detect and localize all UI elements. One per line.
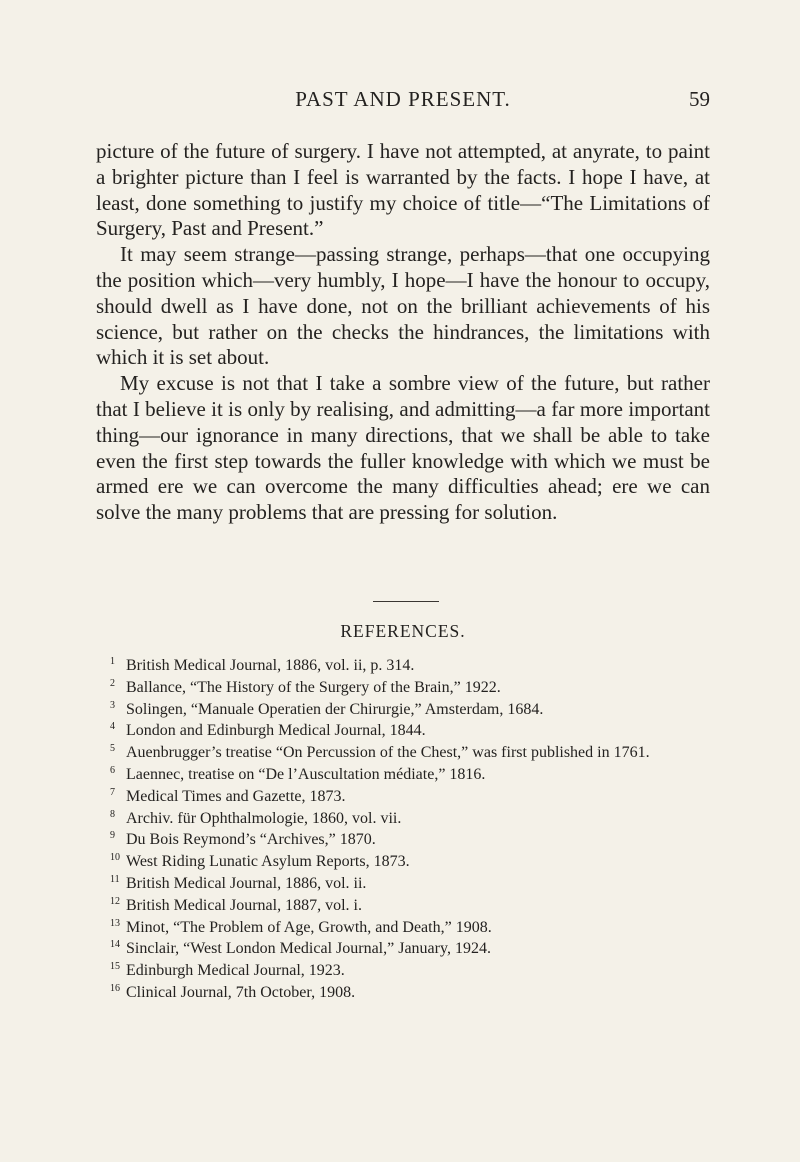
- reference-number: 12: [110, 895, 120, 907]
- reference-number: 10: [110, 852, 120, 864]
- reference-text: Medical Times and Gazette, 1873.: [126, 787, 346, 805]
- reference-number: 11: [110, 873, 120, 885]
- running-head: [96, 87, 710, 113]
- reference-item: [110, 938, 710, 960]
- paragraph: It may seem strange—passing strange, perhaps—that one occupying the position which—very humbly, I hope—I have the honour to occupy, should dwell as I have done, not on the brilliant achievements of his science, but rather on the checks the hindrances, the limitations with which it is set about.: [96, 242, 710, 370]
- reference-number: 15: [110, 961, 120, 973]
- reference-text: West Riding Lunatic Asylum Reports, 1873.: [126, 853, 410, 871]
- reference-number: 14: [110, 939, 120, 951]
- reference-text: London and Edinburgh Medical Journal, 1844.: [126, 722, 426, 740]
- reference-number: 4: [110, 721, 115, 733]
- reference-item: [110, 677, 710, 699]
- reference-text: Ballance, “The History of the Surgery of the Brain,” 1922.: [126, 678, 501, 696]
- reference-number: 16: [110, 982, 120, 994]
- reference-item: [110, 829, 710, 851]
- reference-text: Auenbrugger’s treatise “On Percussion of the Chest,” was first published in 1761.: [126, 744, 650, 762]
- reference-item: [110, 720, 710, 742]
- reference-number: 7: [110, 786, 115, 798]
- reference-text: Sinclair, “West London Medical Journal,” January, 1924.: [126, 940, 491, 958]
- reference-number: 9: [110, 830, 115, 842]
- reference-number: 13: [110, 917, 120, 929]
- reference-text: Solingen, “Manuale Operatien der Chirurgie,” Amsterdam, 1684.: [126, 700, 544, 718]
- reference-item: [110, 982, 710, 1004]
- reference-text: Du Bois Reymond’s “Archives,” 1870.: [126, 831, 376, 849]
- reference-item: [110, 851, 710, 873]
- reference-text: British Medical Journal, 1886, vol. ii, p. 314.: [126, 657, 415, 674]
- reference-number: 1: [110, 656, 115, 667]
- references-list: [110, 655, 710, 1004]
- reference-text: Minot, “The Problem of Age, Growth, and Death,” 1908.: [126, 918, 492, 936]
- reference-number: 8: [110, 808, 115, 820]
- reference-item: [110, 960, 710, 982]
- reference-item: [110, 873, 710, 895]
- body-text: [96, 139, 710, 526]
- reference-text: British Medical Journal, 1886, vol. ii.: [126, 874, 367, 892]
- reference-text: Archiv. für Ophthalmologie, 1860, vol. vii.: [126, 809, 402, 827]
- reference-item: [110, 917, 710, 939]
- section-divider: [373, 601, 439, 602]
- reference-text: Laennec, treatise on “De l’Auscultation médiate,” 1816.: [126, 765, 486, 783]
- reference-number: 2: [110, 677, 115, 689]
- reference-item: [110, 808, 710, 830]
- reference-item: [110, 699, 710, 721]
- paragraph: picture of the future of surgery. I have not attempted, at anyrate, to paint a brighter picture than I feel is warranted by the facts. I hope I have, at least, done something to justify my choice of title—“The Limitations of Surgery, Past and Present.”: [96, 139, 710, 241]
- reference-number: 5: [110, 743, 115, 755]
- reference-item: [110, 764, 710, 786]
- reference-item: [110, 786, 710, 808]
- reference-number: 3: [110, 699, 115, 711]
- reference-number: 6: [110, 764, 115, 776]
- paragraph: My excuse is not that I take a sombre view of the future, but rather that I believe it is only by realising, and admitting—a far more important thing—our ignorance in many directions, that we shall be able to take even the first step towards the fuller knowledge with which we must be armed ere we can overcome the many difficulties ahead; ere we can solve the many problems that are pressing for solution.: [96, 371, 710, 525]
- reference-item: [110, 655, 710, 677]
- reference-item: [110, 895, 710, 917]
- page-number: 59: [689, 87, 710, 111]
- running-title: PAST AND PRESENT.: [295, 87, 511, 111]
- reference-item: [110, 742, 710, 764]
- references-heading: REFERENCES.: [340, 621, 466, 641]
- reference-text: Clinical Journal, 7th October, 1908.: [126, 983, 356, 1001]
- reference-text: British Medical Journal, 1887, vol. i.: [126, 896, 362, 914]
- reference-text: Edinburgh Medical Journal, 1923.: [126, 962, 345, 980]
